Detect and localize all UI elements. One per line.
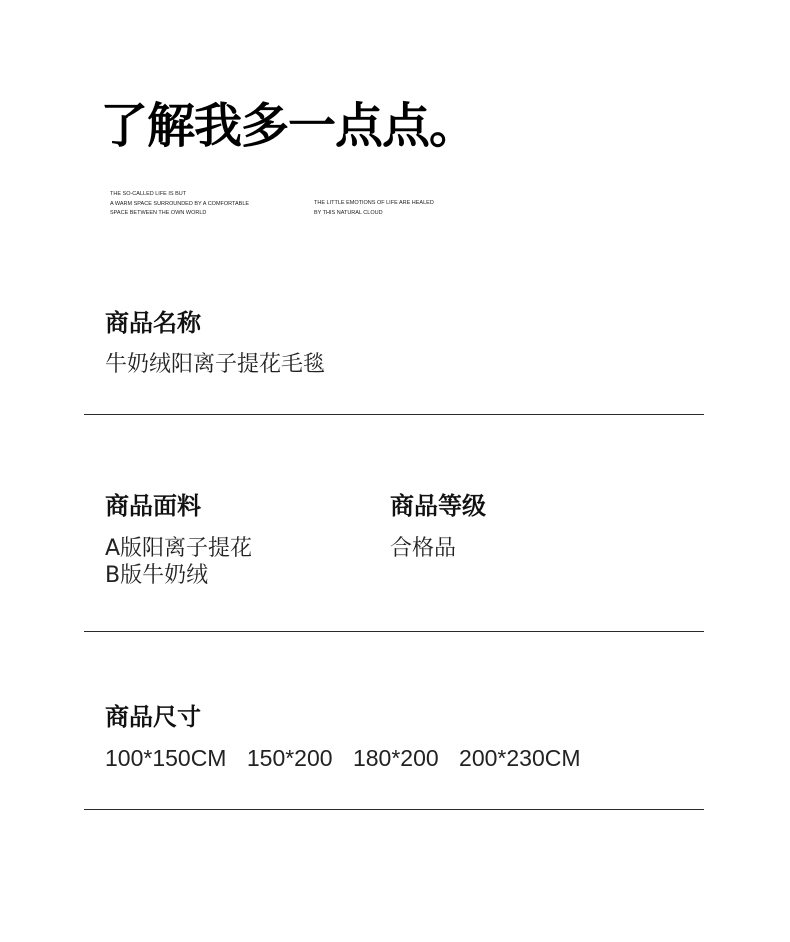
- tagline-left-line: THE SO-CALLED LIFE IS BUT: [110, 191, 187, 197]
- english-tagline-left: [110, 190, 249, 219]
- section-divider: [84, 809, 704, 810]
- tagline-left-line: A WARM SPACE SURROUNDED BY A COMFORTABLE: [110, 200, 250, 207]
- page-headline: 了解我多一点点。: [100, 98, 477, 154]
- product-name-value: 牛奶绒阳离子提花毛毯: [105, 352, 326, 377]
- size-option: 180*200: [352, 745, 439, 771]
- material-value-a: A版阳离子提花: [105, 536, 253, 561]
- material-value-b: B版牛奶绒: [105, 563, 209, 588]
- grade-value: 合格品: [390, 536, 457, 561]
- product-name-label: 商品名称: [105, 309, 201, 337]
- tagline-left-line: SPACE BETWEEN THE OWN WORLD: [110, 210, 207, 216]
- material-values: [105, 535, 252, 589]
- section-divider: [84, 414, 704, 415]
- size-option: 200*230CM: [459, 745, 581, 771]
- material-label: 商品面料: [105, 492, 201, 520]
- size-values: [105, 744, 595, 772]
- grade-label: 商品等级: [390, 492, 486, 520]
- tagline-right-line: BY THIS NATURAL CLOUD: [314, 209, 383, 216]
- size-option: 100*150CM: [105, 745, 227, 771]
- english-tagline-right: [314, 199, 434, 218]
- size-option: 150*200: [246, 745, 333, 771]
- size-label: 商品尺寸: [105, 703, 201, 731]
- tagline-right-line: THE LITTLE EMOTIONS OF LIFE ARE HEALED: [314, 200, 434, 206]
- section-divider: [84, 631, 704, 632]
